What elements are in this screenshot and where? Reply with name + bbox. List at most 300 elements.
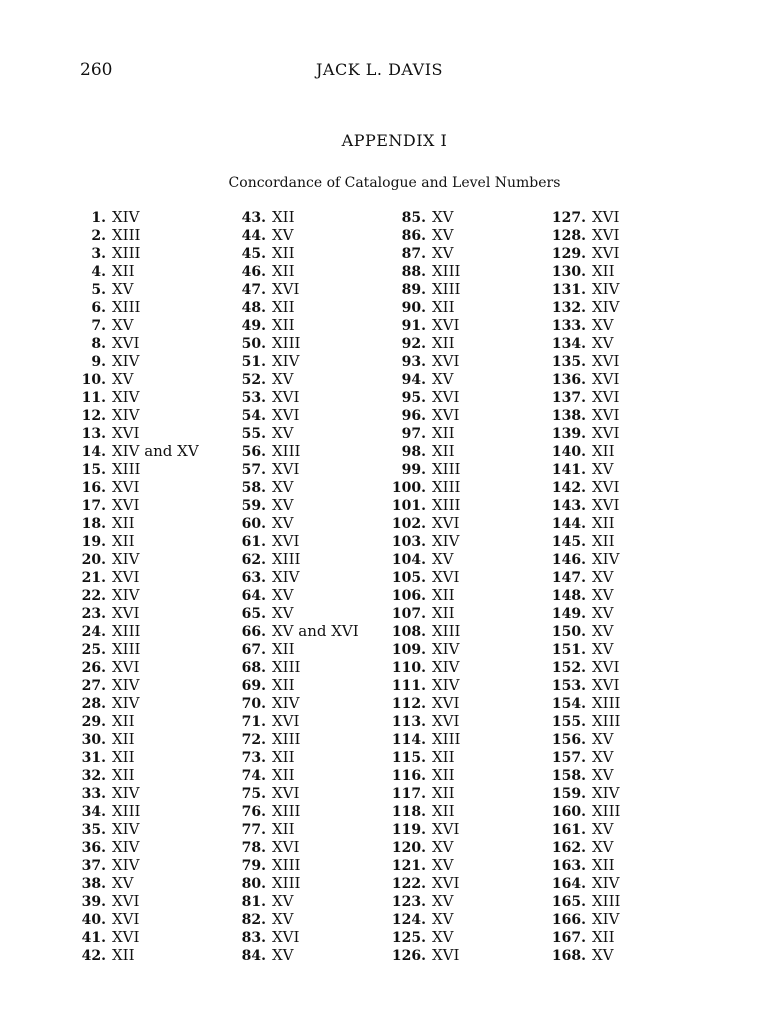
concordance-row [76,280,199,298]
catalogue-number: 164. [551,876,586,892]
concordance-row [382,370,460,388]
catalogue-number: 27. [81,678,106,694]
level-number: XII [112,532,135,550]
concordance-row [382,352,460,370]
level-number: XIV [112,838,140,856]
level-number: XVI [592,226,620,244]
catalogue-number: 3. [91,246,106,262]
concordance-row [536,838,620,856]
concordance-row [382,514,460,532]
concordance-row [228,478,359,496]
concordance-row [76,226,199,244]
level-number: XIII [272,802,301,820]
catalogue-number: 136. [551,372,586,388]
level-number: XV [112,280,134,298]
concordance-row [536,226,620,244]
level-number: XV [592,730,614,748]
level-number: XII [272,316,295,334]
catalogue-number: 41. [81,930,106,946]
catalogue-number: 63. [241,570,266,586]
concordance-row [536,568,620,586]
catalogue-number: 1. [91,210,106,226]
concordance-row [76,298,199,316]
catalogue-number: 147. [551,570,586,586]
level-number: XII [592,514,615,532]
concordance-row [228,658,359,676]
concordance-row [228,748,359,766]
level-number: XIII [432,478,461,496]
concordance-column-2 [228,208,359,964]
concordance-row [76,640,199,658]
concordance-row [228,532,359,550]
catalogue-number: 151. [551,642,586,658]
concordance-row [536,460,620,478]
catalogue-number: 73. [241,750,266,766]
catalogue-number: 110. [391,660,426,676]
catalogue-number: 163. [551,858,586,874]
level-number: XIV [592,874,620,892]
catalogue-number: 16. [81,480,106,496]
catalogue-number: 84. [241,948,266,964]
level-number: XV [592,316,614,334]
concordance-row [76,892,199,910]
concordance-row [382,316,460,334]
catalogue-number: 17. [81,498,106,514]
level-number: XVI [432,694,460,712]
catalogue-number: 64. [241,588,266,604]
level-number: XII [112,946,135,964]
catalogue-number: 52. [241,372,266,388]
level-number: XVI [112,892,140,910]
level-number: XII [272,820,295,838]
catalogue-number: 152. [551,660,586,676]
catalogue-number: 108. [391,624,426,640]
concordance-row [228,406,359,424]
level-number: XII [432,442,455,460]
level-number: XIV [112,784,140,802]
concordance-row [228,424,359,442]
catalogue-number: 96. [401,408,426,424]
level-number: XVI [112,658,140,676]
level-number: XIII [272,874,301,892]
concordance-row [228,838,359,856]
concordance-row [382,748,460,766]
concordance-row [76,370,199,388]
level-number: XVI [432,712,460,730]
concordance-row [76,730,199,748]
level-number: XIV and XV [112,442,199,460]
catalogue-number: 156. [551,732,586,748]
catalogue-number: 6. [91,300,106,316]
catalogue-number: 35. [81,822,106,838]
level-number: XV [272,892,294,910]
concordance-row [76,406,199,424]
concordance-row [76,316,199,334]
catalogue-number: 70. [241,696,266,712]
level-number: XII [272,244,295,262]
level-number: XVI [432,352,460,370]
concordance-row [536,910,620,928]
level-number: XIV [112,820,140,838]
concordance-row [536,532,620,550]
concordance-row [382,496,460,514]
level-number: XV [272,586,294,604]
level-number: XV [272,370,294,388]
concordance-row [76,874,199,892]
catalogue-number: 91. [401,318,426,334]
concordance-row [76,532,199,550]
concordance-row [76,352,199,370]
concordance-row [228,676,359,694]
concordance-row [382,856,460,874]
concordance-row [382,730,460,748]
catalogue-number: 121. [391,858,426,874]
catalogue-number: 115. [391,750,426,766]
concordance-row [76,694,199,712]
level-number: XII [592,262,615,280]
catalogue-number: 128. [551,228,586,244]
level-number: XII [592,856,615,874]
concordance-row [536,406,620,424]
level-number: XV [592,946,614,964]
concordance-row [382,442,460,460]
level-number: XV [272,946,294,964]
catalogue-number: 94. [401,372,426,388]
catalogue-number: 146. [551,552,586,568]
concordance-row [382,280,460,298]
level-number: XIII [432,622,461,640]
appendix-subtitle: Concordance of Catalogue and Level Numbers [228,175,561,191]
catalogue-number: 69. [241,678,266,694]
catalogue-number: 165. [551,894,586,910]
catalogue-number: 36. [81,840,106,856]
catalogue-number: 37. [81,858,106,874]
level-number: XVI [432,316,460,334]
level-number: XV [432,928,454,946]
catalogue-number: 61. [241,534,266,550]
catalogue-number: 40. [81,912,106,928]
level-number: XVI [432,514,460,532]
level-number: XVI [112,910,140,928]
catalogue-number: 82. [241,912,266,928]
concordance-row [536,712,620,730]
concordance-row [76,658,199,676]
catalogue-number: 92. [401,336,426,352]
catalogue-number: 131. [551,282,586,298]
level-number: XIV [592,910,620,928]
concordance-row [228,712,359,730]
catalogue-number: 29. [81,714,106,730]
level-number: XIII [592,892,621,910]
level-number: XVI [112,478,140,496]
concordance-row [382,784,460,802]
catalogue-number: 118. [391,804,426,820]
catalogue-number: 31. [81,750,106,766]
level-number: XVI [432,946,460,964]
level-number: XII [112,748,135,766]
concordance-row [536,658,620,676]
concordance-row [228,604,359,622]
catalogue-number: 168. [551,948,586,964]
catalogue-number: 111. [391,678,426,694]
concordance-row [382,550,460,568]
concordance-row [228,352,359,370]
concordance-row [76,928,199,946]
catalogue-number: 86. [401,228,426,244]
level-number: XVI [272,784,300,802]
level-number: XII [432,802,455,820]
catalogue-number: 98. [401,444,426,460]
concordance-row [536,928,620,946]
catalogue-number: 21. [81,570,106,586]
level-number: XVI [592,388,620,406]
level-number: XII [112,712,135,730]
level-number: XVI [432,388,460,406]
concordance-row [536,820,620,838]
catalogue-number: 65. [241,606,266,622]
catalogue-number: 140. [551,444,586,460]
level-number: XVI [432,874,460,892]
catalogue-number: 137. [551,390,586,406]
catalogue-number: 105. [391,570,426,586]
catalogue-number: 161. [551,822,586,838]
level-number: XVI [592,424,620,442]
level-number: XII [592,442,615,460]
catalogue-number: 88. [401,264,426,280]
concordance-row [228,334,359,352]
concordance-row [228,928,359,946]
concordance-row [228,298,359,316]
catalogue-number: 130. [551,264,586,280]
catalogue-number: 95. [401,390,426,406]
catalogue-number: 97. [401,426,426,442]
concordance-row [228,874,359,892]
concordance-row [382,298,460,316]
level-number: XVI [272,460,300,478]
concordance-row [536,946,620,964]
level-number: XV [432,856,454,874]
catalogue-number: 143. [551,498,586,514]
catalogue-number: 26. [81,660,106,676]
catalogue-number: 124. [391,912,426,928]
concordance-row [382,874,460,892]
catalogue-number: 100. [391,480,426,496]
catalogue-number: 113. [391,714,426,730]
level-number: XIV [272,568,300,586]
catalogue-number: 159. [551,786,586,802]
catalogue-number: 132. [551,300,586,316]
concordance-row [382,928,460,946]
level-number: XIV [112,388,140,406]
level-number: XV [272,910,294,928]
catalogue-number: 167. [551,930,586,946]
concordance-row [382,460,460,478]
level-number: XIV [112,550,140,568]
catalogue-number: 85. [401,210,426,226]
catalogue-number: 11. [81,390,106,406]
catalogue-number: 28. [81,696,106,712]
level-number: XVI [112,334,140,352]
catalogue-number: 46. [241,264,266,280]
concordance-row [536,748,620,766]
catalogue-number: 120. [391,840,426,856]
catalogue-number: 32. [81,768,106,784]
catalogue-number: 25. [81,642,106,658]
level-number: XVI [112,928,140,946]
catalogue-number: 12. [81,408,106,424]
level-number: XIII [112,802,141,820]
level-number: XIII [432,460,461,478]
catalogue-number: 107. [391,606,426,622]
concordance-row [382,910,460,928]
catalogue-number: 48. [241,300,266,316]
catalogue-number: 2. [91,228,106,244]
catalogue-number: 150. [551,624,586,640]
catalogue-number: 123. [391,894,426,910]
appendix-title: APPENDIX I [341,131,448,150]
concordance-row [76,514,199,532]
catalogue-number: 134. [551,336,586,352]
catalogue-number: 42. [81,948,106,964]
catalogue-number: 5. [91,282,106,298]
concordance-row [76,784,199,802]
concordance-row [382,712,460,730]
concordance-row [536,370,620,388]
concordance-row [382,388,460,406]
concordance-row [228,514,359,532]
concordance-row [536,262,620,280]
level-number: XII [272,298,295,316]
level-number: XV [272,424,294,442]
concordance-row [76,766,199,784]
level-number: XII [592,532,615,550]
catalogue-number: 90. [401,300,426,316]
level-number: XVI [272,712,300,730]
concordance-row [536,856,620,874]
catalogue-number: 157. [551,750,586,766]
level-number: XIV [112,676,140,694]
catalogue-number: 79. [241,858,266,874]
concordance-row [382,262,460,280]
catalogue-number: 15. [81,462,106,478]
level-number: XVI [112,424,140,442]
concordance-row [228,226,359,244]
level-number: XII [432,298,455,316]
catalogue-number: 126. [391,948,426,964]
concordance-row [228,802,359,820]
concordance-row [382,820,460,838]
concordance-row [228,784,359,802]
level-number: XVI [272,928,300,946]
concordance-row [382,568,460,586]
concordance-row [76,586,199,604]
concordance-row [536,676,620,694]
level-number: XV [432,838,454,856]
level-number: XIV [112,352,140,370]
catalogue-number: 56. [241,444,266,460]
concordance-row [536,622,620,640]
concordance-row [76,568,199,586]
level-number: XV [432,910,454,928]
concordance-row [76,820,199,838]
level-number: XV [592,334,614,352]
level-number: XVI [592,478,620,496]
level-number: XVI [592,496,620,514]
concordance-row [228,442,359,460]
level-number: XIII [112,622,141,640]
level-number: XVI [592,406,620,424]
concordance-row [536,442,620,460]
level-number: XVI [272,406,300,424]
concordance-row [76,604,199,622]
level-number: XV [272,496,294,514]
catalogue-number: 39. [81,894,106,910]
catalogue-number: 22. [81,588,106,604]
concordance-row [536,352,620,370]
concordance-row [382,676,460,694]
concordance-row [382,586,460,604]
catalogue-number: 75. [241,786,266,802]
concordance-row [536,298,620,316]
catalogue-number: 148. [551,588,586,604]
catalogue-number: 10. [81,372,106,388]
level-number: XV [592,604,614,622]
catalogue-number: 103. [391,534,426,550]
concordance-row [536,316,620,334]
page-number: 260 [80,60,113,80]
concordance-row [382,658,460,676]
catalogue-number: 66. [241,624,266,640]
concordance-row [536,334,620,352]
concordance-row [76,910,199,928]
concordance-row [76,460,199,478]
level-number: XIII [112,460,141,478]
level-number: XVI [592,244,620,262]
concordance-row [228,496,359,514]
running-head: JACK L. DAVIS [316,60,443,79]
catalogue-number: 4. [91,264,106,280]
concordance-row [536,874,620,892]
catalogue-number: 81. [241,894,266,910]
catalogue-number: 141. [551,462,586,478]
level-number: XII [432,784,455,802]
catalogue-number: 162. [551,840,586,856]
catalogue-number: 71. [241,714,266,730]
concordance-column-3 [382,208,460,964]
catalogue-number: 153. [551,678,586,694]
catalogue-number: 67. [241,642,266,658]
level-number: XIV [592,550,620,568]
level-number: XIV [272,352,300,370]
catalogue-number: 139. [551,426,586,442]
catalogue-number: 101. [391,498,426,514]
concordance-row [228,208,359,226]
concordance-row [536,496,620,514]
concordance-row [382,406,460,424]
concordance-row [76,946,199,964]
level-number: XV [592,820,614,838]
catalogue-number: 142. [551,480,586,496]
catalogue-number: 45. [241,246,266,262]
concordance-row [228,568,359,586]
concordance-row [228,730,359,748]
concordance-row [382,838,460,856]
level-number: XV [432,892,454,910]
catalogue-number: 89. [401,282,426,298]
level-number: XV [272,604,294,622]
concordance-row [536,694,620,712]
level-number: XII [112,730,135,748]
